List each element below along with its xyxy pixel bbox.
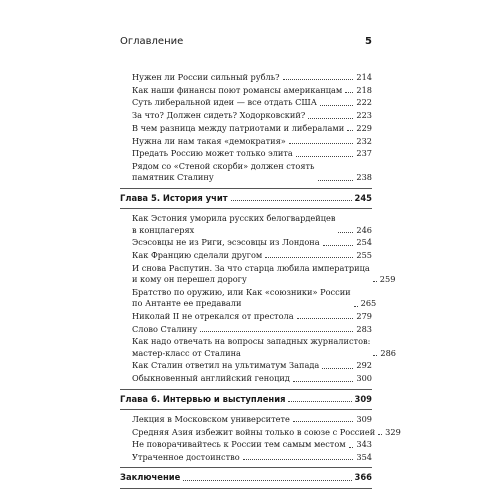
dot-leader (200, 331, 353, 332)
entry-title-line: И снова Распутин. За что старца любила императрица (132, 262, 370, 273)
toc-entry[interactable] (120, 85, 372, 96)
entry-title-line: Эсэсовцы не из Риги, эсэсовцы из Лондона (132, 237, 320, 248)
toc-entry[interactable] (120, 360, 372, 371)
entry-title-line: Николай II не отрекался от престола (132, 310, 294, 321)
toc-chapter-6[interactable] (120, 394, 372, 405)
dot-leader (243, 459, 354, 460)
entry-title-line: Как Эстония уморила русских белогвардейцев (132, 213, 336, 224)
toc-entry[interactable] (120, 161, 372, 184)
toc-entry[interactable] (120, 136, 372, 147)
entry-title-line: Суть либеральной идеи — все отдать США (132, 97, 317, 108)
toc-entry[interactable] (120, 286, 377, 310)
entry-title (132, 427, 375, 438)
entry-page: 214 (356, 72, 372, 82)
chapter-title: Заключение (120, 472, 181, 483)
toc-entry[interactable] (120, 250, 372, 261)
dot-leader (373, 355, 377, 356)
toc-conclusion[interactable] (120, 472, 372, 483)
page-header (120, 36, 372, 47)
chapter-title: Глава 5. История учит (120, 192, 228, 203)
entry-title (132, 250, 262, 261)
entry-page: 343 (356, 439, 372, 450)
toc-entry[interactable] (120, 426, 401, 438)
entry-title-line: Не поворачивайтесь к России тем самым местом (132, 439, 346, 450)
entry-page: 300 (356, 373, 372, 384)
toc-entry[interactable] (120, 123, 372, 134)
entry-title-line: Как Францию сделали другом (132, 249, 263, 260)
entry-title (132, 85, 342, 96)
entry-title-line: Как наши финансы поют романсы американцам (132, 84, 343, 95)
toc-entry[interactable] (120, 110, 372, 121)
entry-page: 292 (356, 360, 372, 371)
entry-page: 265 (360, 298, 377, 309)
entry-title (132, 148, 293, 159)
entry-title (132, 123, 344, 134)
entry-title (132, 414, 290, 425)
divider (120, 188, 372, 189)
toc-entry[interactable] (120, 262, 396, 286)
table-of-contents (120, 72, 401, 493)
dot-leader (378, 434, 382, 435)
chapter-title: Глава 6. Интервью и выступления (120, 393, 286, 404)
toc-entry[interactable] (120, 213, 372, 236)
entry-title-line: Как надо отвечать на вопросы западных журналистов: (132, 336, 371, 347)
divider (120, 208, 372, 209)
entry-title (132, 136, 286, 147)
chapter-page: 366 (354, 472, 372, 483)
entry-title-line: Предать Россию может только элита (132, 148, 293, 159)
toc-entry[interactable] (120, 311, 372, 322)
entry-title-line: Слово Сталину (132, 323, 198, 334)
dot-leader (373, 281, 377, 282)
entry-title-line: В чем разница между патриотами и либералами (132, 122, 345, 133)
entry-title (132, 373, 290, 384)
entry-title-line: памятник Сталину (132, 172, 214, 183)
chapter-page: 309 (354, 393, 372, 404)
toc-entry[interactable] (120, 324, 372, 335)
entry-page: 237 (356, 148, 372, 159)
entry-title (132, 324, 197, 335)
entry-title-line: Братство по оружию, или Как «союзники» России (132, 286, 351, 297)
entry-title (132, 97, 317, 108)
dot-leader (320, 105, 353, 106)
page-number: 5 (365, 36, 372, 47)
entry-title (132, 287, 351, 310)
dot-leader (347, 130, 353, 131)
entry-title (132, 439, 346, 450)
dot-leader (323, 245, 354, 246)
entry-title (132, 161, 315, 184)
entry-page: 255 (356, 249, 372, 260)
divider (120, 409, 372, 410)
entry-title-line: Как Сталин ответил на ультиматум Запада (132, 360, 320, 371)
entry-page: 232 (356, 135, 372, 146)
divider (120, 467, 372, 468)
entry-title-line: Нужен ли России сильный рубль? (132, 72, 280, 82)
entry-page: 279 (356, 310, 372, 321)
toc-block-chapter4-end (120, 72, 372, 184)
dot-leader (354, 306, 358, 307)
entry-title (132, 213, 335, 236)
dot-leader (296, 156, 354, 157)
dot-leader (293, 381, 354, 382)
divider (120, 389, 372, 390)
entry-page: 222 (356, 97, 372, 108)
entry-title (132, 263, 370, 286)
dot-leader (231, 200, 352, 201)
entry-page: 218 (356, 84, 372, 95)
dot-leader (345, 92, 353, 93)
entry-title-line: Утраченное достоинство (132, 452, 240, 463)
entry-title-line: в концлагерях (132, 224, 195, 235)
toc-entry[interactable] (120, 439, 372, 450)
entry-page: 259 (379, 274, 396, 285)
entry-title (132, 237, 320, 248)
entry-page: 246 (356, 224, 372, 235)
toc-entry[interactable] (120, 373, 372, 384)
dot-leader (318, 180, 354, 181)
entry-title-line: Нужна ли нам такая «демократия» (132, 135, 286, 146)
running-head: Оглавление (120, 36, 184, 47)
entry-page: 229 (356, 122, 372, 133)
toc-entry[interactable] (120, 97, 372, 108)
entry-title (132, 360, 319, 371)
toc-block-chapter6 (120, 413, 401, 464)
toc-entry[interactable] (120, 237, 372, 248)
dot-leader (265, 257, 353, 258)
entry-title (132, 452, 240, 463)
entry-title (132, 336, 370, 359)
dot-leader (283, 79, 354, 80)
toc-entry[interactable] (120, 72, 372, 83)
toc-entry[interactable] (120, 336, 397, 359)
entry-title-line: Обыкновенный английский геноцид (132, 373, 290, 384)
entry-page: 283 (356, 323, 372, 334)
chapter-page: 245 (354, 192, 372, 203)
entry-title (132, 72, 280, 83)
entry-title-line: Рядом со «Стеной скорби» должен стоять (132, 160, 315, 171)
entry-title (132, 311, 294, 322)
toc-chapter-5[interactable] (120, 193, 372, 204)
dot-leader (322, 368, 353, 369)
dot-leader (297, 318, 354, 319)
toc-entry[interactable] (120, 414, 372, 425)
dot-leader (293, 421, 353, 422)
dot-leader (288, 401, 351, 402)
toc-block-chapter5 (120, 213, 397, 384)
toc-entry[interactable] (120, 452, 372, 463)
toc-entry[interactable] (120, 148, 372, 159)
entry-title-line: За что? Должен сидеть? Ходорковский? (132, 110, 306, 121)
entry-page: 223 (356, 110, 372, 121)
entry-title-line: Средняя Азия избежит войны только в союзе с Россией (132, 426, 376, 437)
entry-page: 309 (356, 413, 372, 424)
entry-title-line: по Антанте ее предавали (132, 298, 242, 309)
entry-title (132, 110, 305, 121)
dot-leader (338, 232, 353, 233)
dot-leader (308, 118, 353, 119)
entry-page: 329 (385, 426, 401, 437)
divider (120, 488, 372, 489)
entry-title-line: мастер-класс от Сталина (132, 347, 241, 358)
entry-page: 354 (356, 452, 372, 463)
entry-title-line: Лекция в Московском университете (132, 413, 290, 424)
dot-leader (349, 447, 354, 448)
entry-title-line: и кому он перешел дорогу (132, 274, 247, 285)
entry-page: 238 (356, 172, 372, 183)
dot-leader (289, 143, 354, 144)
dot-leader (183, 480, 351, 481)
entry-page: 254 (356, 237, 372, 248)
entry-page: 286 (380, 347, 397, 358)
